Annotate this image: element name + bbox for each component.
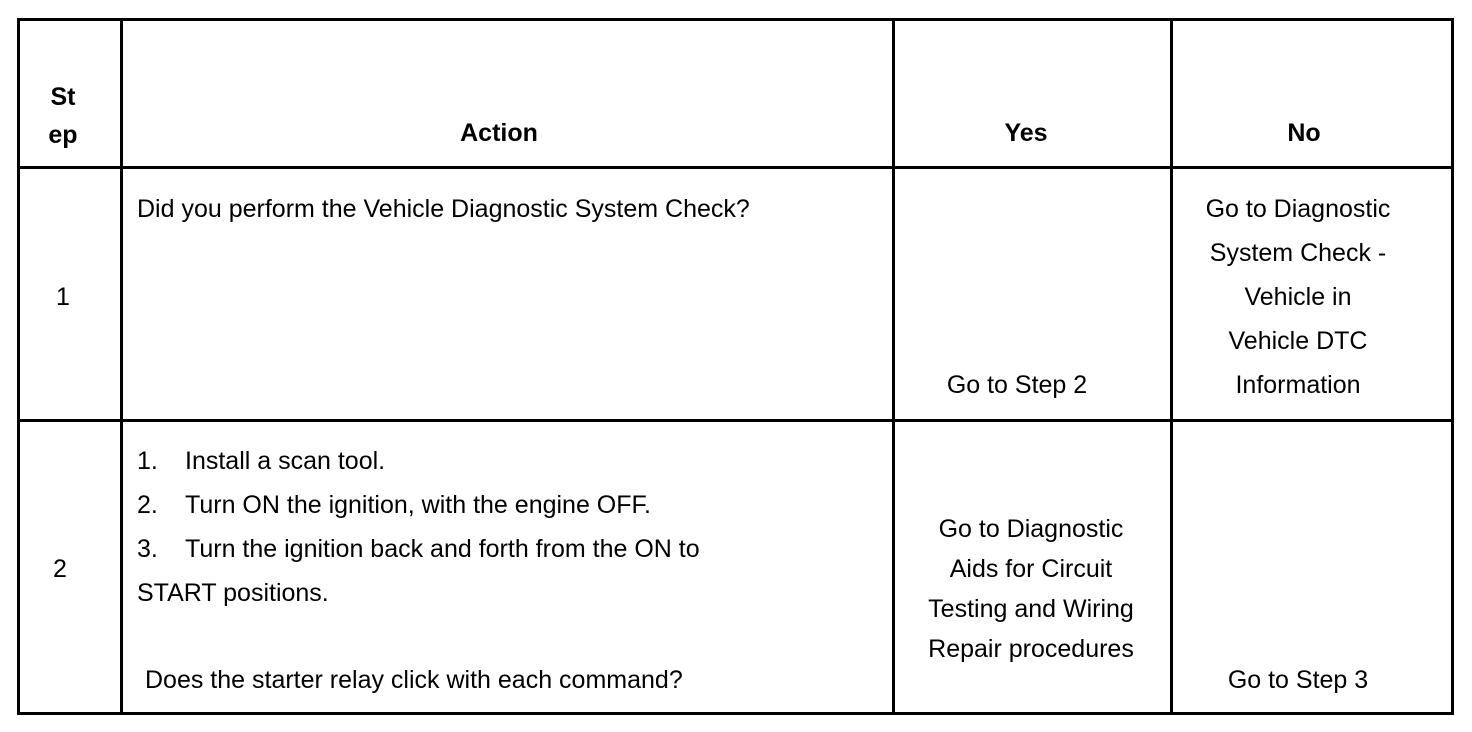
- row-2-yes-line: Repair procedures: [928, 635, 1134, 663]
- row-2-action-continuation: START positions.: [137, 579, 329, 607]
- row-2-no: Go to Step 3: [1227, 666, 1369, 694]
- row-1-action: Did you perform the Vehicle Diagnostic System Check?: [137, 195, 750, 223]
- row-1-no-line: Go to Diagnostic: [1205, 195, 1391, 223]
- header-step: [20, 78, 106, 154]
- list-item-text: Turn the ignition back and forth from the ON to: [185, 535, 700, 563]
- header-step-line: ep: [48, 121, 78, 149]
- list-item-text: Install a scan tool.: [185, 447, 386, 475]
- row-1-no-line: Information: [1235, 371, 1361, 399]
- row-2-yes-line: Aids for Circuit: [949, 555, 1113, 583]
- header-step-line: St: [50, 83, 76, 111]
- row-2-yes-line: Go to Diagnostic: [938, 515, 1124, 543]
- row-2-step: 2: [53, 555, 67, 583]
- header-no: No: [1287, 119, 1321, 147]
- row-1-step: 1: [56, 283, 70, 311]
- list-item-number: 3.: [137, 535, 158, 563]
- list-item-number: 1.: [137, 447, 158, 475]
- row-1-no: [1173, 187, 1423, 407]
- row-1-no-line: Vehicle in: [1244, 283, 1352, 311]
- list-item-text: Turn ON the ignition, with the engine OFF.: [185, 491, 651, 519]
- diagnostic-table: [17, 18, 1454, 715]
- list-item: [137, 483, 887, 527]
- row-divider: [20, 166, 1451, 169]
- row-2-action-steps: [137, 439, 887, 571]
- list-item-number: 2.: [137, 491, 158, 519]
- row-1-no-line: Vehicle DTC: [1228, 327, 1368, 355]
- row-2-question: Does the starter relay click with each command?: [145, 666, 683, 694]
- row-2-yes: [895, 509, 1167, 669]
- row-2-action: [137, 439, 887, 615]
- header-action: Action: [460, 119, 538, 147]
- row-1-yes: Go to Step 2: [946, 371, 1088, 399]
- list-item: [137, 439, 887, 483]
- list-item: [137, 527, 887, 571]
- row-divider: [20, 419, 1451, 422]
- header-yes: Yes: [1004, 119, 1048, 147]
- row-2-yes-line: Testing and Wiring: [928, 595, 1134, 623]
- row-1-no-line: System Check -: [1209, 239, 1387, 267]
